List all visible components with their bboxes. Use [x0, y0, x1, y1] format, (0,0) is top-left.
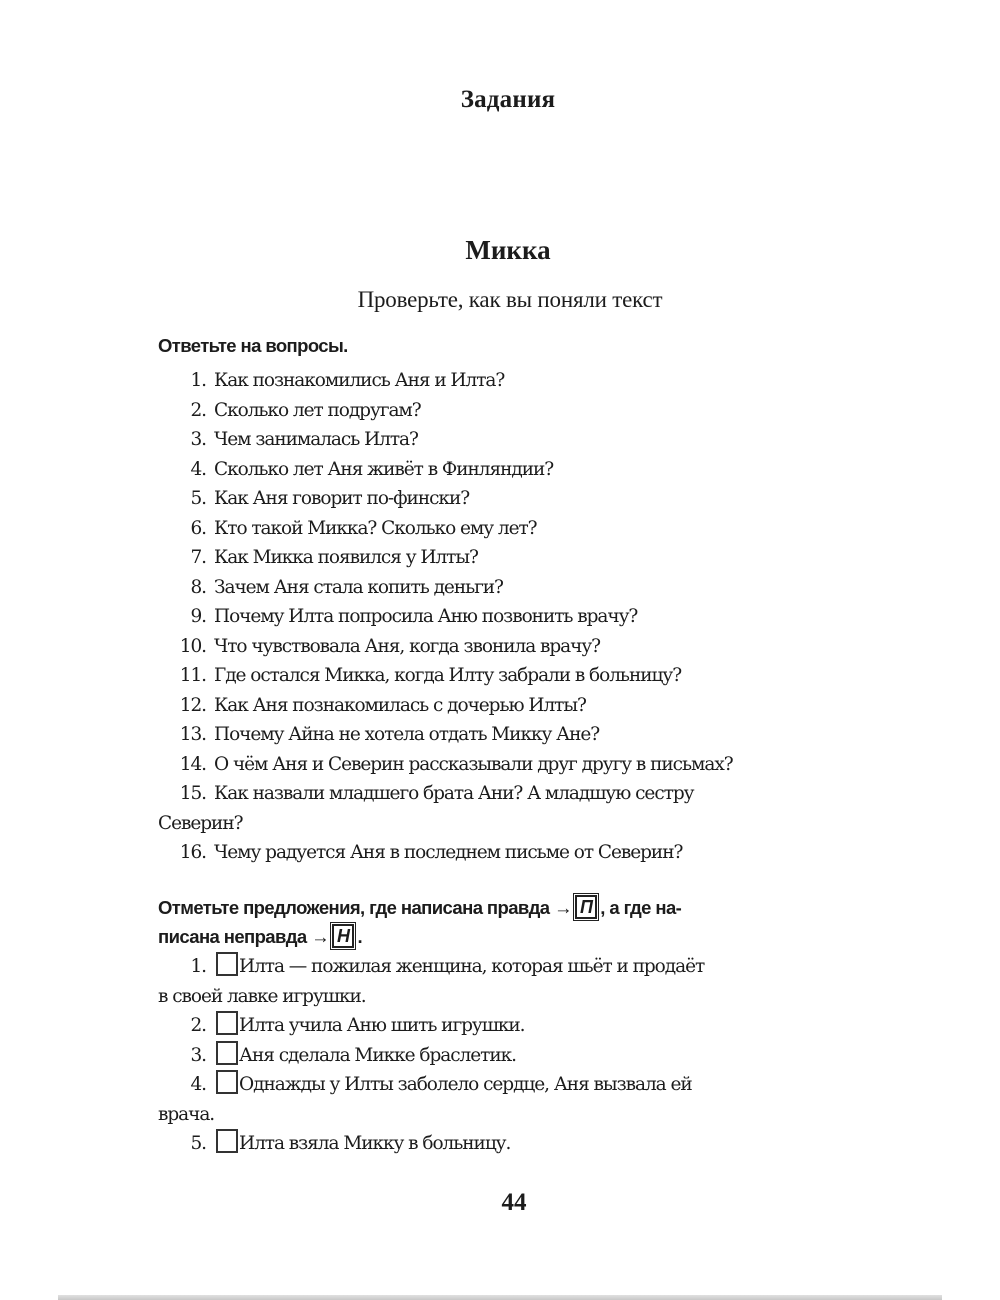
question-item: [158, 366, 860, 396]
statement-item: [158, 1070, 860, 1129]
question-item: [158, 720, 860, 750]
questions-instruction: Ответьте на вопросы.: [158, 335, 348, 356]
item-text: Почему Айна не хотела отдать Микку Ане?: [214, 724, 600, 745]
item-text: Аня сделала Микке браслетик.: [239, 1044, 516, 1066]
instruction-text: .: [357, 926, 362, 947]
item-text: Зачем Аня стала копить деньги?: [214, 576, 503, 598]
item-text: О чём Аня и Северин рассказывали друг другу в письмах?: [214, 753, 733, 775]
item-number: 1.: [190, 956, 206, 977]
instruction-text: , а где на-: [600, 897, 682, 918]
instruction-text: Отметьте предложения, где написана правда →: [158, 897, 572, 918]
item-number: 3.: [190, 429, 206, 450]
item-number: 14.: [179, 753, 206, 775]
item-number: 4.: [190, 1074, 206, 1095]
answer-checkbox[interactable]: [216, 1070, 238, 1094]
item-text: Илта взяла Микку в больницу.: [239, 1133, 511, 1154]
question-item: [158, 396, 860, 426]
item-text: Как Аня говорит по-фински?: [214, 488, 470, 509]
section-heading: Задания: [460, 86, 556, 113]
item-text: Сколько лет подругам?: [214, 399, 421, 421]
item-text: Как назвали младшего брата Ани? А младшую сестру: [214, 783, 694, 804]
statement-item: [158, 1041, 860, 1071]
item-text: Как Аня познакомилась с дочерью Илты?: [214, 694, 586, 716]
question-item: [158, 425, 860, 455]
answer-checkbox[interactable]: [216, 952, 238, 976]
answer-checkbox[interactable]: [216, 1129, 238, 1153]
item-text: Как познакомились Аня и Илта?: [214, 370, 505, 391]
question-item: [158, 838, 860, 868]
statement-item: [158, 1129, 860, 1159]
item-number: 2.: [190, 399, 206, 421]
item-number: 9.: [190, 606, 206, 627]
item-text: Что чувствовала Аня, когда звонила врачу?: [214, 635, 601, 657]
item-text-continuation: в своей лавке игрушки.: [158, 985, 366, 1007]
instruction-text: писана неправда →: [158, 926, 330, 947]
question-item: [158, 484, 860, 514]
true-false-instruction: [158, 893, 858, 951]
item-text: Как Микка появился у Илты?: [214, 547, 478, 568]
item-text: Чему радуется Аня в последнем письме от Северин?: [214, 842, 683, 863]
question-item: [158, 750, 860, 780]
item-text: Кто такой Микка? Сколько ему лет?: [214, 517, 537, 539]
item-number: 10.: [179, 635, 206, 657]
item-number: 1.: [190, 370, 206, 391]
question-item: [158, 573, 860, 603]
statement-item: [158, 952, 860, 1011]
subtitle: Проверьте, как вы поняли текст: [357, 287, 663, 312]
item-text: Где остался Микка, когда Илту забрали в больницу?: [214, 665, 682, 686]
item-number: 8.: [190, 576, 206, 598]
item-number: 5.: [190, 1133, 206, 1154]
page-bottom-divider: [58, 1295, 942, 1300]
item-number: 13.: [179, 724, 206, 745]
question-item: [158, 455, 860, 485]
story-title: Микка: [465, 235, 551, 265]
item-text-continuation: Северин?: [158, 812, 243, 834]
answer-checkbox[interactable]: [216, 1041, 238, 1065]
question-item: [158, 543, 860, 573]
item-number: 3.: [190, 1044, 206, 1066]
item-text: Однажды у Илты заболело сердце, Аня вызвала ей: [239, 1074, 692, 1095]
item-text-continuation: врача.: [158, 1103, 215, 1125]
false-marker-box: Н: [332, 924, 354, 948]
question-item: [158, 632, 860, 662]
item-number: 5.: [190, 488, 206, 509]
item-number: 2.: [190, 1015, 206, 1036]
questions-list: [158, 366, 860, 868]
item-text: Сколько лет Аня живёт в Финляндии?: [214, 458, 554, 480]
true-false-list: [158, 952, 860, 1159]
item-text: Илта учила Аню шить игрушки.: [239, 1015, 525, 1036]
item-text: Чем занималась Илта?: [214, 429, 418, 450]
item-number: 11.: [179, 665, 206, 686]
item-number: 4.: [190, 458, 206, 480]
page-number: 44: [501, 1189, 527, 1216]
item-number: 15.: [179, 783, 206, 804]
question-item: [158, 691, 860, 721]
question-item: [158, 779, 860, 838]
item-text: Илта — пожилая женщина, которая шьёт и продаёт: [239, 956, 705, 977]
question-item: [158, 602, 860, 632]
statement-item: [158, 1011, 860, 1041]
true-marker-box: П: [575, 895, 597, 919]
question-item: [158, 514, 860, 544]
item-text: Почему Илта попросила Аню позвонить врачу?: [214, 606, 638, 627]
item-number: 6.: [190, 517, 206, 539]
question-item: [158, 661, 860, 691]
answer-checkbox[interactable]: [216, 1011, 238, 1035]
item-number: 16.: [179, 842, 206, 863]
item-number: 7.: [190, 547, 206, 568]
item-number: 12.: [179, 694, 206, 716]
